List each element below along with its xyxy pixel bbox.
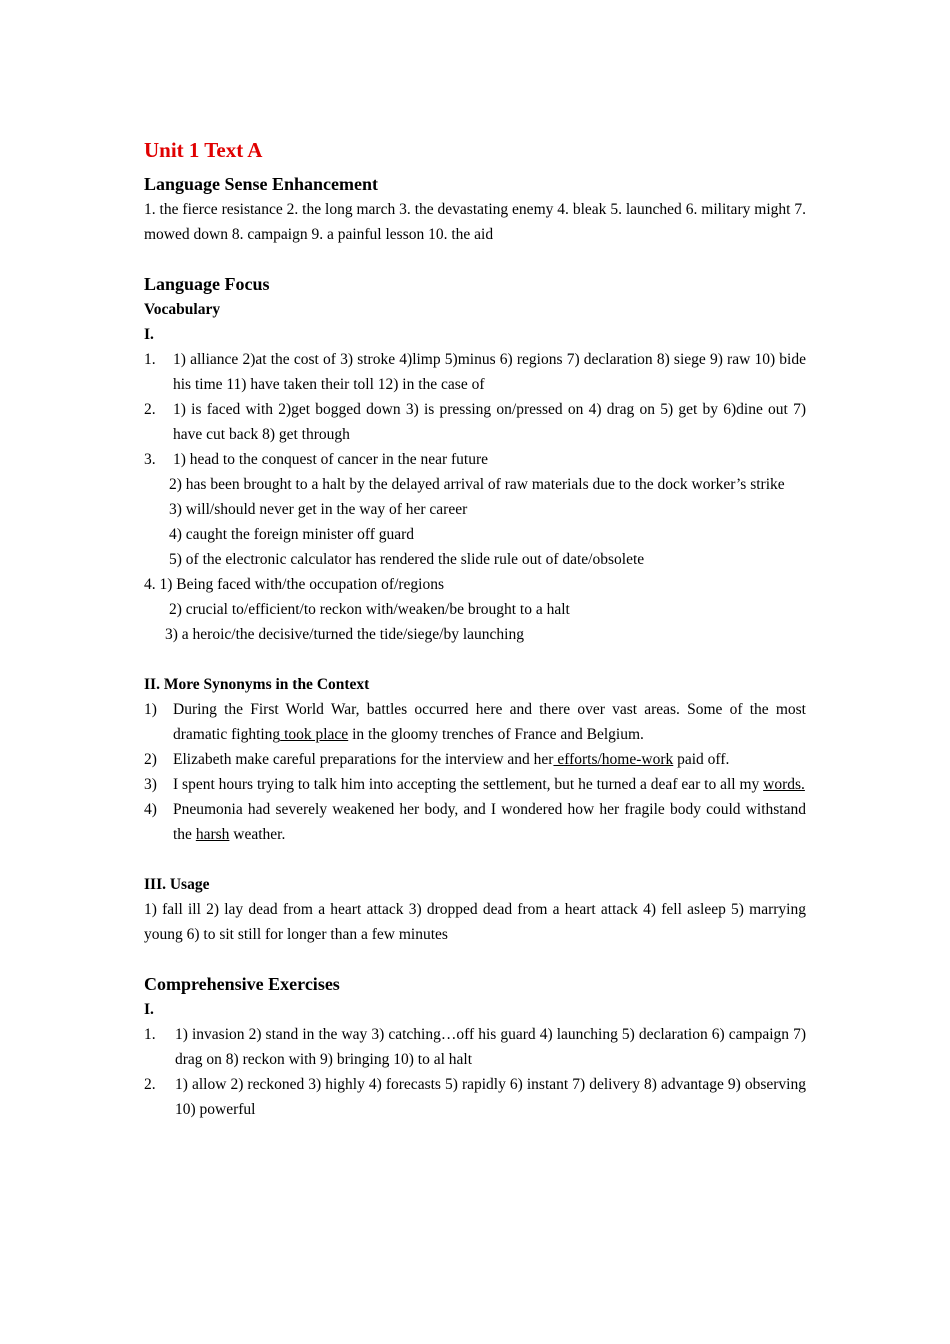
list-item (144, 347, 806, 397)
list-item (144, 397, 806, 447)
item-text: 1) allow 2) reckoned 3) highly 4) forecasts 5) rapidly 6) instant 7) delivery 8) advantage 9) observing 10) powerful (175, 1076, 806, 1118)
underlined-phrase: efforts/home-work (553, 751, 674, 768)
section-i-label: I. (144, 1001, 154, 1018)
item-text: I spent hours trying to talk him into accepting the settlement, but he turned a deaf ear to all my words. (173, 776, 805, 793)
vocabulary-heading: Vocabulary (144, 301, 221, 318)
item-text: 1) invasion 2) stand in the way 3) catching…off his guard 4) launching 5) declaration 6) campaign 7) drag on 8) reckon with 9) bringing 10) to al halt (175, 1026, 806, 1068)
lse-heading: Language Sense Enhancement (144, 174, 379, 194)
item-text: Elizabeth make careful preparations for the interview and her efforts/home-work paid off. (173, 751, 730, 768)
item-text: 1) head to the conquest of cancer in the near future (173, 451, 489, 468)
item-number: 1) (144, 701, 157, 718)
ce-heading: Comprehensive Exercises (144, 974, 340, 994)
item-number: 2. (144, 401, 156, 418)
list-item (144, 797, 806, 847)
document-page (144, 136, 806, 1122)
usage-answers: 1) fall ill 2) lay dead from a heart attack 3) dropped dead from a heart attack 4) fell asleep 5) marrying young 6) to sit still for longer than a few minutes (144, 901, 806, 943)
item-text: 1) alliance 2)at the cost of 3) stroke 4)limp 5)minus 6) regions 7) declaration 8) siege 9) raw 10) bide his time 11) have taken their toll 12) in the case of (173, 351, 806, 393)
sub-item: 3) will/should never get in the way of her career (169, 501, 468, 518)
list-item (144, 747, 806, 772)
item-number: 2) (144, 751, 157, 768)
sub-item: 5) of the electronic calculator has rendered the slide rule out of date/obsolete (169, 551, 645, 568)
item-number: 3. (144, 451, 156, 468)
item-number: 1. (144, 351, 156, 368)
item-number: 2. (144, 1076, 156, 1093)
synonyms-heading: II. More Synonyms in the Context (144, 676, 370, 693)
item-number: 3) (144, 776, 157, 793)
list-item (144, 1022, 806, 1072)
list-item: 4. 1) Being faced with/the occupation of/regions (144, 576, 445, 593)
page-title: Unit 1 Text A (144, 138, 263, 162)
list-item (144, 697, 806, 747)
underlined-phrase: harsh (195, 826, 230, 843)
section-i-label: I. (144, 326, 154, 343)
underlined-phrase: took place (280, 726, 349, 743)
lf-heading: Language Focus (144, 274, 270, 294)
lse-answers: 1. the fierce resistance 2. the long march 3. the devastating enemy 4. bleak 5. launched 6. military might 7. mowed down 8. campaign 9. a painful lesson 10. the aid (144, 201, 806, 243)
usage-heading: III. Usage (144, 876, 210, 893)
item-text: 1) is faced with 2)get bogged down 3) is pressing on/pressed on 4) drag on 5) get by 6)dine out 7) have cut back 8) get through (173, 401, 806, 443)
item-number: 4) (144, 801, 157, 818)
list-item (144, 447, 806, 472)
sub-item: 4) caught the foreign minister off guard (169, 526, 415, 543)
list-item (144, 1072, 806, 1122)
sub-item: 2) has been brought to a halt by the delayed arrival of raw materials due to the dock worker’s strike (169, 476, 785, 493)
sub-item: 3) a heroic/the decisive/turned the tide/siege/by launching (165, 626, 524, 643)
item-number: 1. (144, 1026, 156, 1043)
item-text: Pneumonia had severely weakened her body, and I wondered how her fragile body could withstand the harsh weather. (173, 801, 806, 843)
sub-item: 2) crucial to/efficient/to reckon with/weaken/be brought to a halt (169, 601, 570, 618)
list-item (144, 772, 806, 797)
underlined-phrase: words. (763, 776, 805, 793)
item-text: During the First World War, battles occurred here and there over vast areas. Some of the most dramatic fighting took place in the gloomy trenches of France and Belgium. (173, 701, 806, 743)
